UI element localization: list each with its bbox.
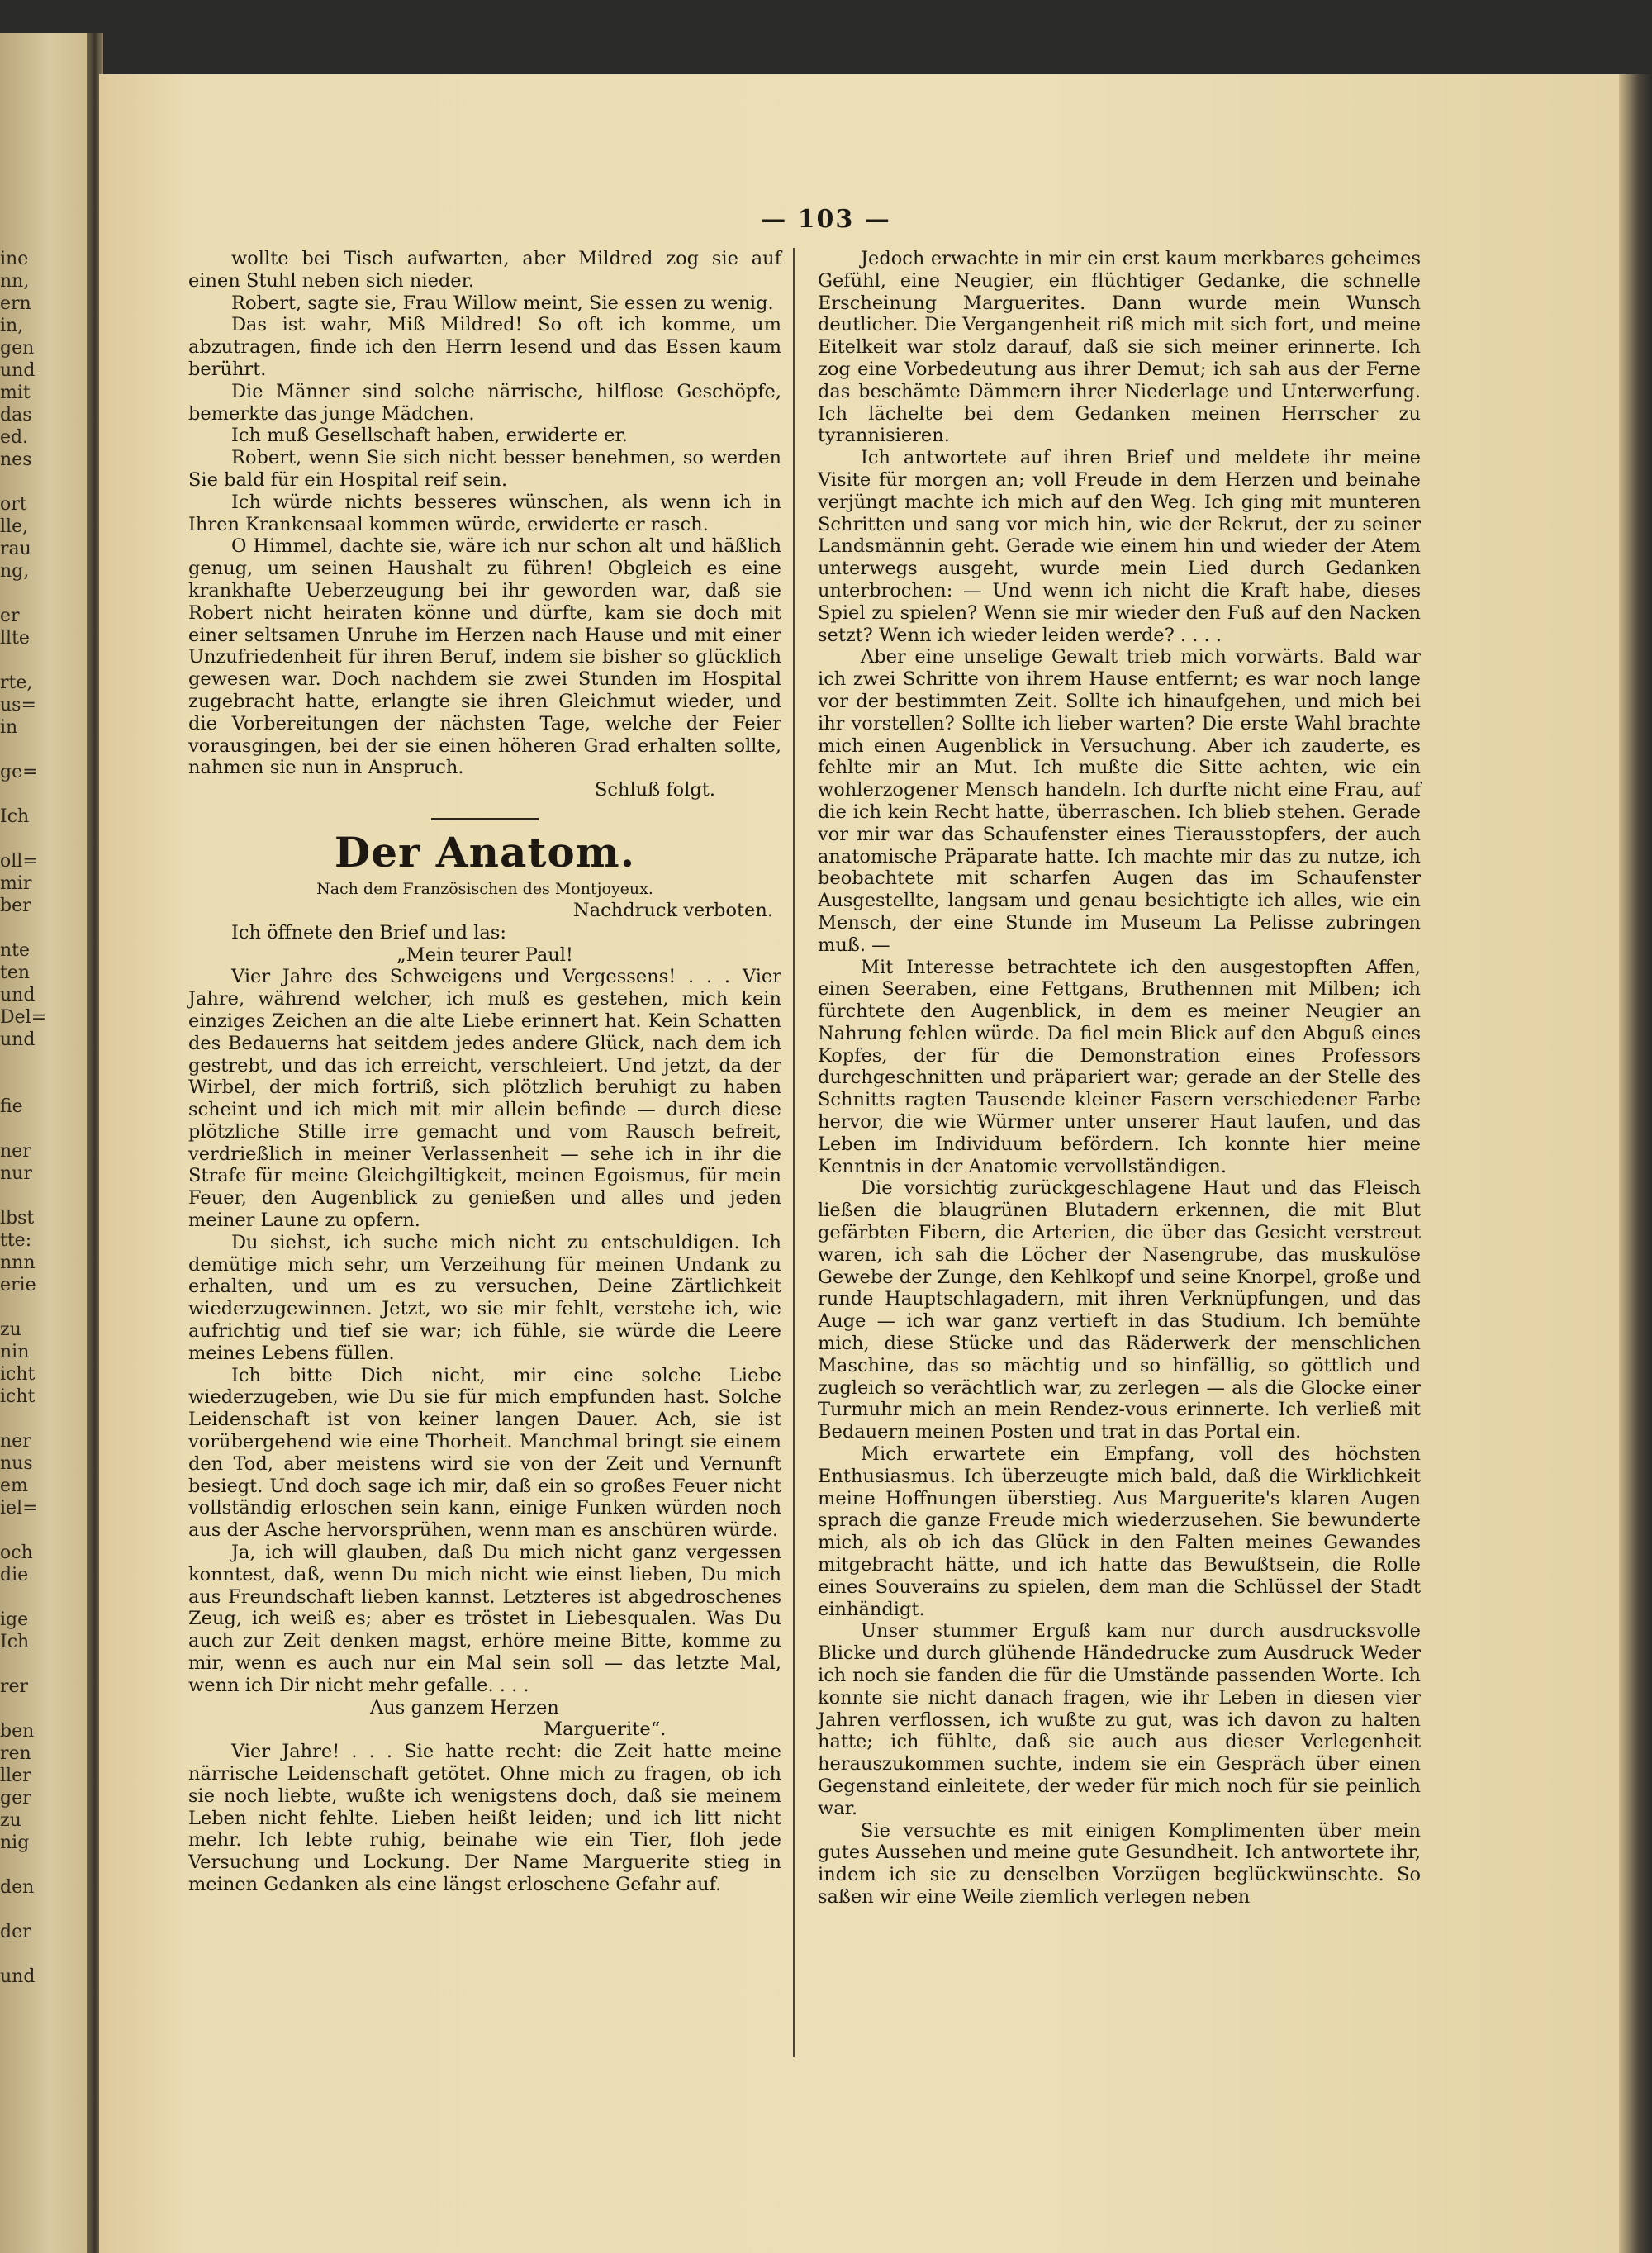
fragment-line xyxy=(0,1051,66,1073)
fragment-line: zu xyxy=(0,1319,21,1340)
fragment-line: und xyxy=(0,985,36,1005)
fragment-line xyxy=(0,828,66,850)
fragment-line: erie xyxy=(0,1275,36,1295)
paragraph: Du siehst, ich suche mich nicht zu entschuldigen. Ich demütige mich sehr, um Verzeihung für meinen Undank zu erhalten, und um es zu versuchen, Deine Zärtlichkeit wiederzugewinnen. Jetzt, wo sie mir fehlt, verstehe ich, wie aufrichtig und tief sie war; ich fühle, sie würde die Leere meines Lebens füllen. xyxy=(188,1231,781,1364)
fragment-line xyxy=(0,1586,66,1609)
fragment-line: llte xyxy=(0,628,30,649)
reprint-notice: Nachdruck verboten. xyxy=(573,899,773,921)
facing-page xyxy=(0,33,93,2253)
fragment-line: lbst xyxy=(0,1208,35,1229)
fragment-line: ller xyxy=(0,1766,31,1786)
paragraph: Ja, ich will glauben, daß Du mich nicht ganz vergessen konntest, daß, wenn Du mich nicht wie einst lieben, Du mich aus Freundschaft lieben kannst. Letzteres ist abgedroschenes Zeug, ich weiß es; aber es tröstet in Liebesqualen. Was Du auch zur Zeit denken magst, erhöre meine Bitte, komme zu mir, wenn es auch nur ein Mal sein soll — das letzte Mal, wenn ich Dir nicht mehr gefalle. . . . xyxy=(188,1542,781,1696)
letter-greeting: „Mein teurer Paul! xyxy=(396,944,573,966)
fragment-line: rte, xyxy=(0,673,33,693)
fragment-line: Ich xyxy=(0,1632,30,1652)
paragraph: Mit Interesse betrachtete ich den ausgestopften Affen, einen Seeraben, eine Fettgans, Bruthennen mit Milben; ich fürchtete den Augenblick, in dem es meiner Neugier an Nahrung fehlen würde. Da fiel mein Blick auf den Abguß eines Kopfes, der für die Demonstration eines Professors durchgeschnitten und präpariert war; gerade an der Stelle des Schnitts ragten Tausende kleiner Fasern verschiedener Farbe hervor, die wie Würmer unter unserer Haut laufen, und das Leben im Individuum befördern. Ich konnte hier meine Kenntnis in der Anatomie vervollständigen. xyxy=(818,956,1421,1177)
fragment-line: rer xyxy=(0,1676,29,1697)
paragraph: Vier Jahre! . . . Sie hatte recht: die Zeit hatte meine närrische Leidenschaft getötet. Ohne mich zu fragen, ob ich sie noch liebte, wußte ich wenigstens doch, daß sie meinem Leben nicht fehlte. Lieben heißt leiden; und ich litt nicht mehr. Ich lebte ruhig, beinahe wie ein Tier, floh jede Versuchung und Lockung. Der Name Marguerite stieg in meinen Gedanken als eine längst erloschene Gefahr auf. xyxy=(188,1741,781,1895)
fragment-line: gen xyxy=(0,338,35,359)
fragment-line xyxy=(0,1118,66,1140)
fragment-line: ort xyxy=(0,494,27,515)
fragment-line: zu xyxy=(0,1810,21,1831)
fragment-line: ber xyxy=(0,896,31,916)
book-edge xyxy=(1619,74,1652,2253)
fragment-line: und xyxy=(0,1029,36,1050)
fragment-line: Ich xyxy=(0,806,30,827)
fragment-line: ren xyxy=(0,1743,31,1764)
fragment-line: ner xyxy=(0,1141,31,1162)
fragment-line xyxy=(0,1698,66,1720)
fragment-line: in, xyxy=(0,316,24,336)
fragment-line: er xyxy=(0,606,20,626)
paragraph: Ich bitte Dich nicht, mir eine solche Liebe wiederzugeben, wie Du sie für mich empfunden hast. Solche Leidenschaft ist von keiner langen Dauer. Ach, sie ist vorübergehend wie eine Thorheit. Manchmal bringt sie einem den Tod, aber meistens wird sie von der Zeit und Vernunft besiegt. Und doch sage ich mir, daß ein so großes Feuer nicht vollständig erloschen sein kann, einige Funken würden noch aus der Asche hervorsprühen, wenn man es anschüren würde. xyxy=(188,1364,781,1542)
fragment-line: rau xyxy=(0,539,31,559)
fragment-line xyxy=(0,1943,66,1965)
fragment-line: nur xyxy=(0,1163,32,1184)
fragment-line: fie xyxy=(0,1096,23,1117)
paragraph: O Himmel, dachte sie, wäre ich nur schon alt und häßlich genug, um seinen Haushalt zu führen! Obgleich es eine krankhafte Ueberzeugung bei ihr geworden war, daß sie Robert nicht heiraten könne und dürfte, kam sie doch mit einer seltsamen Unruhe im Herzen nach Hause und mit einer Unzufriedenheit für ihren Beruf, indem sie bisher so glücklich gewesen war. Doch nachdem sie zwei Stunden im Hospital zugebracht hatte, erlangte sie ihren Gleichmut wieder, und die Vorbereitungen der nächsten Tage, welche der Feier vorausgingen, bei der sie einen höheren Grad erhalten sollte, nahmen sie nun in Anspruch. xyxy=(188,535,781,779)
fragment-line: ng, xyxy=(0,561,30,582)
paragraph: Jedoch erwachte in mir ein erst kaum merkbares geheimes Gefühl, eine Neugier, ein flüchtiger Gedanke, die schnelle Erscheinung Marguerites. Dann wurde mein Wunsch deutlicher. Die Vergangenheit riß mich mit sich fort, und meine Eitelkeit war stolz darauf, daß sie sich meiner erinnerte. Ich zog eine Vorbedeutung aus ihrer Demut; ich sah aus der Ferne das beschämte Dämmern ihrer Niederlage und Unterwerfung. Ich lächelte bei dem Gedanken meinen Herrscher zu tyrannisieren. xyxy=(818,248,1421,447)
fragment-line: die xyxy=(0,1565,29,1585)
paragraph: Robert, wenn Sie sich nicht besser benehmen, so werden Sie bald für ein Hospital reif sein. xyxy=(188,447,781,491)
fragment-line: nnn xyxy=(0,1252,36,1273)
page-number: — 103 — xyxy=(761,205,891,234)
fragment-line xyxy=(0,783,66,806)
story-subtitle: Nach dem Französischen des Montjoyeux. xyxy=(316,879,653,898)
fragment-line xyxy=(0,1519,66,1542)
section-divider xyxy=(431,818,539,820)
fragment-line xyxy=(0,1899,66,1921)
fragment-line: und xyxy=(0,1966,36,1987)
fragment-line xyxy=(0,1854,66,1876)
fragment-line xyxy=(0,649,66,672)
paragraph: wollte bei Tisch aufwarten, aber Mildred zog sie auf einen Stuhl neben sich nieder. xyxy=(188,248,781,292)
paragraph: Ich würde nichts besseres wünschen, als wenn ich in Ihren Krankensaal kommen würde, erwiderte er rasch. xyxy=(188,491,781,535)
fragment-line: nig xyxy=(0,1832,30,1853)
paragraph: Ich öffnete den Brief und las: xyxy=(231,921,506,944)
paragraph: Mich erwartete ein Empfang, voll des höchsten Enthusiasmus. Ich überzeugte mich bald, daß die Wirklichkeit meine Hoffnungen überstieg. Aus Marguerite's klaren Augen sprach die ganze Freude mich wiederzusehen. Sie bewunderte mich, als ob ich das Glück in den Falten meines Gewandes mitgebracht hätte, und ich hatte das Bewußtsein, die Rolle eines Souverains zu spielen, dem man die Schlüssel der Stadt einhändigt. xyxy=(818,1443,1421,1620)
column-rule xyxy=(793,248,795,2057)
letter-closing: Aus ganzem Herzen xyxy=(370,1696,559,1718)
fragment-line: nus xyxy=(0,1453,33,1474)
fragment-line xyxy=(0,1408,66,1430)
paragraph: Sie versuchte es mit einigen Komplimenten über mein gutes Aussehen und meine gute Gesundheit. Ich antwortete ihr, indem ich sie zu denselben Vorzügen beglückwünschte. So saßen wir eine Weile ziemlich verlegen neben xyxy=(818,1819,1421,1908)
fragment-line: in xyxy=(0,717,18,738)
fragment-line: ten xyxy=(0,963,31,983)
paragraph: Unser stummer Erguß kam nur durch ausdrucksvolle Blicke und durch glühende Händedrucke zum Ausdruck Weder ich noch sie fanden die für die Umstände passenden Worte. Ich konnte sie nicht danach fragen, wie ihr Leben in diesen vier Jahren verflossen, ich wußte zu gut, was ich davon zu halten hatte; ich fühlte, daß sie auch aus dieser Verlegenheit herauszukommen suchte, indem sie ein Gespräch über einen Gegenstand einleitete, der weder für mich noch für sie peinlich war. xyxy=(818,1620,1421,1819)
fragment-line xyxy=(0,917,66,939)
fragment-line: das xyxy=(0,405,32,425)
fragment-line: nin xyxy=(0,1342,30,1362)
fragment-line: tte: xyxy=(0,1230,32,1251)
fragment-line: Del= xyxy=(0,1007,47,1028)
fragment-line: ige xyxy=(0,1609,29,1630)
paragraph: Vier Jahre des Schweigens und Vergessens! . . . Vier Jahre, während welcher, ich muß es gestehen, mich kein einziges Zeichen an die alte Liebe erinnert hat. Kein Schatten des Bedauerns hat seitdem jedes andere Glück, nach dem ich gestrebt, und das ich erreicht, verschleiert. Und jetzt, da der Wirbel, der mich fortriß, sich plötzlich beruhigt zu haben scheint und ich mich mit mir allein befinde — durch diese plötzliche Stille irre gemacht und vom Rausch befreit, verdrießlich in meiner Verlassenheit — sehe ich in ihr die Strafe für meine Gleichgiltigkeit, meinen Egoismus, für mein Feuer, den Augenblick zu genießen und alles und jeden meiner Laune zu opfern. xyxy=(188,966,781,1232)
story-title: Der Anatom. xyxy=(334,827,636,877)
paragraph: Das ist wahr, Miß Mildred! So oft ich komme, um abzutragen, finde ich den Herrn lesend und das Essen kaum berührt. xyxy=(188,314,781,380)
letter-signature: Marguerite“. xyxy=(544,1718,667,1741)
fragment-line: lle, xyxy=(0,516,29,537)
fragment-line: nes xyxy=(0,449,32,470)
fragment-line: den xyxy=(0,1877,35,1898)
fragment-line: ge= xyxy=(0,762,38,782)
fragment-line: ine xyxy=(0,249,29,269)
left-column xyxy=(188,248,781,1896)
fragment-line: mit xyxy=(0,383,31,403)
paragraph: Ich antwortete auf ihren Brief und meldete ihr meine Visite für morgen an; voll Freude in dem Herzen und beinahe verjüngt machte ich mich auf den Weg. Ich ging mit munteren Schritten und sang vor mich hin, wie der Rekrut, der zu seiner Landsmännin geht. Gerade wie einem hin und wieder der Atem unterwegs ausgeht, wurde mein Lied durch Gedanken unterbrochen: — Und wenn ich nicht die Kraft habe, dieses Spiel zu spielen? Wenn sie mir wieder den Fuß auf den Nacken setzt? Wenn ich wieder leiden werde? . . . . xyxy=(818,447,1421,646)
fragment-line: och xyxy=(0,1542,33,1563)
fragment-line xyxy=(0,739,66,761)
fragment-line: nn, xyxy=(0,271,30,292)
fragment-line: us= xyxy=(0,695,36,715)
paragraph: Die vorsichtig zurückgeschlagene Haut und das Fleisch ließen die blaugrünen Blutadern erkennen, die mit Blut gefärbten Fibern, die Arterien, die über das Gesicht verstreut waren, ich sah die Löcher der Nasengrube, das muskulöse Gewebe der Zunge, den Kehlkopf und seine Knorpel, große und runde Hauptschlagadern, mit ihren Verknüpfungen, und das Auge — ich war ganz vertieft in das Studium. Ich bemühte mich, diese Stücke und das Räderwerk der menschlichen Maschine, das so mächtig und so hinfällig, so göttlich und zugleich so verächtlich war, zu zerlegen — als die Glocke einer Turmuhr mich an mein Rendez-vous erinnerte. Ich verließ mit Bedauern meinen Posten und trat in das Portal ein. xyxy=(818,1177,1421,1443)
fragment-line: em xyxy=(0,1476,28,1496)
fragment-line xyxy=(0,1185,66,1207)
fragment-line: ed. xyxy=(0,427,29,448)
fragment-line xyxy=(0,1296,66,1319)
fragment-line xyxy=(0,1653,66,1675)
fragment-line xyxy=(0,582,66,605)
continuation-note: Schluß folgt. xyxy=(594,779,715,801)
fragment-line: ner xyxy=(0,1431,31,1452)
fragment-line: icht xyxy=(0,1364,36,1385)
fragment-line: mir xyxy=(0,873,32,894)
fragment-line: ben xyxy=(0,1721,35,1742)
paragraph: Aber eine unselige Gewalt trieb mich vorwärts. Bald war ich zwei Schritte von ihrem Hause entfernt; es war noch lange vor der bestimmten Zeit. Sollte ich hinaufgehen, und mich bei ihr vorstellen? Sollte ich lieber warten? Die erste Wahl brachte mich einen Augenblick in Versuchung. Aber ich zauderte, es fehlte mir an Mut. Ich mußte die Sitte achten, wie ein wohlerzogener Mensch handeln. Ich durfte nicht eine Frau, auf die ich kein Recht hatte, überraschen. Ich blieb stehen. Gerade vor mir war das Schaufenster eines Tierausstopfers, der auch anatomische Präparate hatte. Ich machte mir das zu nutze, ich beobachtete mit scharfen Augen das im Schaufenster Ausgestellte, langsam und genau besichtigte ich alles, wie ein Mensch, der eine Stunde im Museum La Pelisse zubringen muß. — xyxy=(818,646,1421,956)
fragment-line: iel= xyxy=(0,1498,38,1519)
fragment-line: ger xyxy=(0,1788,31,1809)
fragment-line: oll= xyxy=(0,851,38,872)
paragraph: Ich muß Gesellschaft haben, erwiderte er. xyxy=(231,425,628,447)
fragment-line: nte xyxy=(0,940,31,961)
paragraph: Die Männer sind solche närrische, hilflose Geschöpfe, bemerkte das junge Mädchen. xyxy=(188,380,781,425)
fragment-line: der xyxy=(0,1922,31,1942)
right-column xyxy=(818,248,1421,1908)
fragment-line xyxy=(0,471,66,493)
fragment-line: ern xyxy=(0,293,31,314)
paragraph: Robert, sagte sie, Frau Willow meint, Sie essen zu wenig. xyxy=(231,292,774,314)
facing-page-text-fragments xyxy=(0,248,66,1988)
fragment-line: und xyxy=(0,360,36,381)
fragment-line: icht xyxy=(0,1386,36,1407)
fragment-line xyxy=(0,1073,66,1096)
